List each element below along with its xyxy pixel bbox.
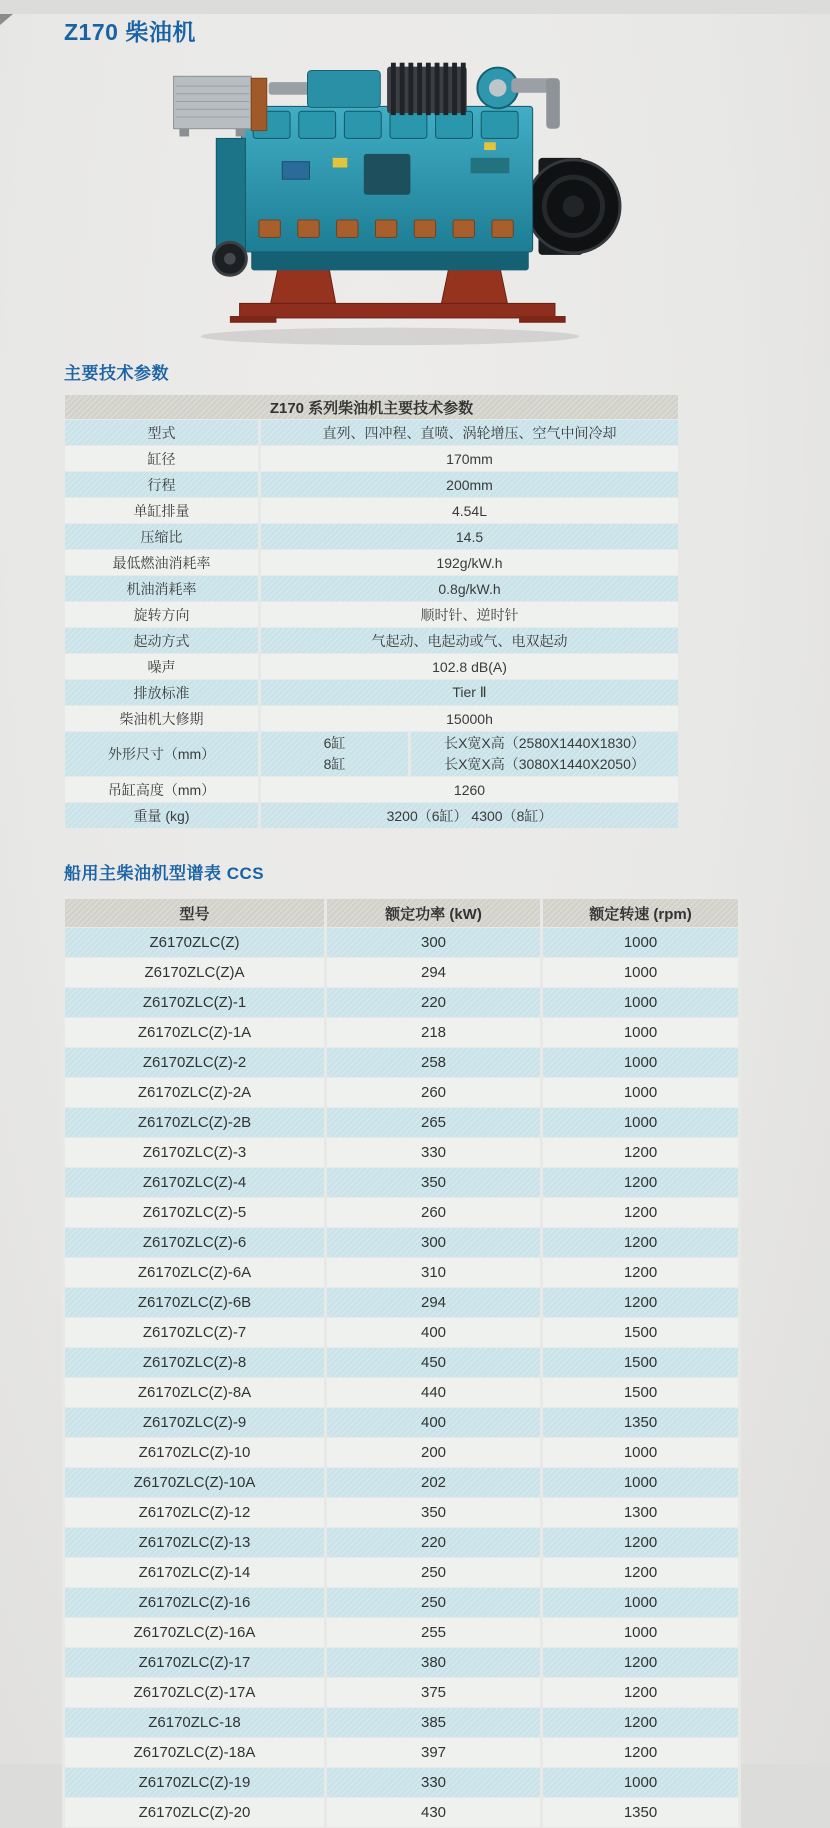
model-row [64, 1498, 740, 1528]
model-name-cell: Z6170ZLC-18 [64, 1708, 326, 1738]
model-row [64, 1408, 740, 1438]
model-row [64, 1678, 740, 1708]
spec-row [64, 628, 680, 654]
model-row [64, 988, 740, 1018]
model-power-cell: 255 [326, 1618, 542, 1648]
model-row [64, 1708, 740, 1738]
model-name-cell: Z6170ZLC(Z)-3 [64, 1138, 326, 1168]
model-power-cell: 258 [326, 1048, 542, 1078]
model-speed-cell: 1000 [542, 1048, 740, 1078]
model-power-cell: 294 [326, 1288, 542, 1318]
spec-value-cell: Tier Ⅱ [260, 680, 680, 706]
model-speed-cell: 1500 [542, 1348, 740, 1378]
spec-label-cell: 旋转方向 [64, 602, 260, 628]
model-name-cell: Z6170ZLC(Z)-17A [64, 1678, 326, 1708]
models-header-row [64, 899, 740, 928]
model-name-cell: Z6170ZLC(Z)-9 [64, 1408, 326, 1438]
spec-label-cell: 吊缸高度（mm） [64, 777, 260, 803]
model-speed-cell: 1350 [542, 1798, 740, 1828]
model-speed-cell: 1000 [542, 1018, 740, 1048]
model-speed-cell: 1000 [542, 958, 740, 988]
model-power-cell: 202 [326, 1468, 542, 1498]
model-row [64, 1798, 740, 1828]
model-speed-cell: 1200 [542, 1138, 740, 1168]
model-speed-cell: 1000 [542, 1468, 740, 1498]
spec-value-cell: 192g/kW.h [260, 550, 680, 576]
spec-row [64, 576, 680, 602]
model-speed-cell: 1200 [542, 1708, 740, 1738]
model-name-cell: Z6170ZLC(Z)-2 [64, 1048, 326, 1078]
engine-illustration [150, 53, 630, 349]
model-name-cell: Z6170ZLC(Z)-2A [64, 1078, 326, 1108]
spec-value-cell: 3200（6缸） 4300（8缸） [260, 803, 680, 829]
model-name-cell: Z6170ZLC(Z)-10 [64, 1438, 326, 1468]
model-power-cell: 400 [326, 1408, 542, 1438]
model-speed-cell: 1000 [542, 1588, 740, 1618]
spec-label-cell: 最低燃油消耗率 [64, 550, 260, 576]
model-name-cell: Z6170ZLC(Z)-19 [64, 1768, 326, 1798]
page-title: Z170 柴油机 [64, 19, 196, 45]
model-row [64, 1018, 740, 1048]
model-speed-cell: 1200 [542, 1258, 740, 1288]
engine-photo [150, 53, 630, 349]
model-power-cell: 450 [326, 1348, 542, 1378]
model-name-cell: Z6170ZLC(Z)-4 [64, 1168, 326, 1198]
model-speed-cell: 1500 [542, 1378, 740, 1408]
model-row [64, 1138, 740, 1168]
model-speed-cell: 1200 [542, 1198, 740, 1228]
spec-value-cell: 14.5 [260, 524, 680, 550]
model-name-cell: Z6170ZLC(Z)-6A [64, 1258, 326, 1288]
spec-label-cell: 排放标准 [64, 680, 260, 706]
model-row [64, 1588, 740, 1618]
catalog-page [0, 14, 830, 1821]
model-speed-cell: 1000 [542, 1768, 740, 1798]
model-speed-cell: 1200 [542, 1528, 740, 1558]
spec-label-cell: 重量 (kg) [64, 803, 260, 829]
spec-value-cell: 102.8 dB(A) [260, 654, 680, 680]
model-speed-cell: 1200 [542, 1558, 740, 1588]
model-name-cell: Z6170ZLC(Z)-2B [64, 1108, 326, 1138]
model-name-cell: Z6170ZLC(Z)-18A [64, 1738, 326, 1768]
spec-value-cell: 顺时针、逆时针 [260, 602, 680, 628]
spec-label-cell: 噪声 [64, 654, 260, 680]
spec-value-cell: 4.54L [260, 498, 680, 524]
model-row [64, 1288, 740, 1318]
specs-heading: 主要技术参数 [64, 364, 169, 383]
model-power-cell: 330 [326, 1138, 542, 1168]
model-row [64, 1738, 740, 1768]
model-speed-cell: 1200 [542, 1738, 740, 1768]
engine-front-pulley [213, 138, 246, 275]
model-name-cell: Z6170ZLC(Z)-16 [64, 1588, 326, 1618]
scan-corner-artifact [0, 14, 13, 25]
specs-table-title-row [64, 395, 680, 420]
spec-row [64, 680, 680, 706]
model-name-cell: Z6170ZLC(Z)-14 [64, 1558, 326, 1588]
model-power-cell: 220 [326, 988, 542, 1018]
model-name-cell: Z6170ZLC(Z)-17 [64, 1648, 326, 1678]
model-speed-cell: 1200 [542, 1288, 740, 1318]
models-column-header-2: 额定转速 (rpm) [542, 899, 740, 928]
model-power-cell: 430 [326, 1798, 542, 1828]
spec-value-cell: 1260 [260, 777, 680, 803]
model-speed-cell: 1000 [542, 1618, 740, 1648]
spec-row [64, 472, 680, 498]
model-row [64, 1168, 740, 1198]
model-row [64, 1648, 740, 1678]
model-power-cell: 400 [326, 1318, 542, 1348]
model-speed-cell: 1200 [542, 1648, 740, 1678]
model-speed-cell: 1000 [542, 928, 740, 958]
models-column-header-0: 型号 [64, 899, 326, 928]
model-name-cell: Z6170ZLC(Z)-1 [64, 988, 326, 1018]
model-power-cell: 310 [326, 1258, 542, 1288]
model-power-cell: 300 [326, 1228, 542, 1258]
spec-value-cell: 直列、四冲程、直喷、涡轮增压、空气中间冷却 [260, 420, 680, 446]
spec-row [64, 420, 680, 446]
spec-row [64, 446, 680, 472]
model-power-cell: 330 [326, 1768, 542, 1798]
model-name-cell: Z6170ZLC(Z)-7 [64, 1318, 326, 1348]
spec-cylinder-cell: 6缸 8缸 [260, 732, 410, 777]
specs-table-title: Z170 系列柴油机主要技术参数 [64, 395, 680, 420]
model-speed-cell: 1200 [542, 1168, 740, 1198]
model-row [64, 928, 740, 958]
model-power-cell: 250 [326, 1558, 542, 1588]
model-power-cell: 250 [326, 1588, 542, 1618]
model-row [64, 1228, 740, 1258]
model-speed-cell: 1000 [542, 1438, 740, 1468]
model-row [64, 1468, 740, 1498]
models-table [62, 898, 741, 1828]
spec-label-cell: 缸径 [64, 446, 260, 472]
spec-label-cell: 机油消耗率 [64, 576, 260, 602]
model-power-cell: 220 [326, 1528, 542, 1558]
spec-row [64, 777, 680, 803]
spec-label-cell: 压缩比 [64, 524, 260, 550]
model-power-cell: 200 [326, 1438, 542, 1468]
model-name-cell: Z6170ZLC(Z) [64, 928, 326, 958]
spec-row [64, 803, 680, 829]
model-row [64, 1438, 740, 1468]
models-heading: 船用主柴油机型谱表 CCS [64, 864, 265, 883]
model-name-cell: Z6170ZLC(Z)-5 [64, 1198, 326, 1228]
spec-label-cell: 柴油机大修期 [64, 706, 260, 732]
spec-value-cell: 170mm [260, 446, 680, 472]
spec-value-cell: 15000h [260, 706, 680, 732]
model-row [64, 1258, 740, 1288]
spec-label-cell: 型式 [64, 420, 260, 446]
model-row [64, 1558, 740, 1588]
model-speed-cell: 1300 [542, 1498, 740, 1528]
model-row [64, 1768, 740, 1798]
model-speed-cell: 1000 [542, 988, 740, 1018]
engine-shadow [201, 328, 579, 345]
engine-intercooler-box [174, 76, 267, 136]
models-column-header-1: 额定功率 (kW) [326, 899, 542, 928]
model-power-cell: 265 [326, 1108, 542, 1138]
engine-flywheel [527, 158, 620, 255]
model-name-cell: Z6170ZLC(Z)-20 [64, 1798, 326, 1828]
spec-row [64, 602, 680, 628]
spec-value-cell: 200mm [260, 472, 680, 498]
model-row [64, 1618, 740, 1648]
model-row [64, 1348, 740, 1378]
model-name-cell: Z6170ZLC(Z)-8A [64, 1378, 326, 1408]
model-row [64, 1318, 740, 1348]
model-name-cell: Z6170ZLC(Z)-6 [64, 1228, 326, 1258]
model-speed-cell: 1200 [542, 1678, 740, 1708]
model-power-cell: 440 [326, 1378, 542, 1408]
model-name-cell: Z6170ZLC(Z)-13 [64, 1528, 326, 1558]
model-speed-cell: 1000 [542, 1078, 740, 1108]
spec-label-cell: 外形尺寸（mm） [64, 732, 260, 777]
model-speed-cell: 1500 [542, 1318, 740, 1348]
model-power-cell: 260 [326, 1078, 542, 1108]
model-name-cell: Z6170ZLC(Z)-1A [64, 1018, 326, 1048]
model-power-cell: 218 [326, 1018, 542, 1048]
model-speed-cell: 1350 [542, 1408, 740, 1438]
engine-block [242, 106, 533, 270]
spec-value-cell: 气起动、电起动或气、电双起动 [260, 628, 680, 654]
model-row [64, 958, 740, 988]
spec-row [64, 498, 680, 524]
spec-row [64, 524, 680, 550]
model-name-cell: Z6170ZLC(Z)-10A [64, 1468, 326, 1498]
model-row [64, 1048, 740, 1078]
model-power-cell: 375 [326, 1678, 542, 1708]
model-power-cell: 385 [326, 1708, 542, 1738]
model-power-cell: 294 [326, 958, 542, 988]
spec-value-cell: 0.8g/kW.h [260, 576, 680, 602]
model-power-cell: 397 [326, 1738, 542, 1768]
model-power-cell: 260 [326, 1198, 542, 1228]
model-row [64, 1108, 740, 1138]
specs-table [62, 394, 681, 829]
model-name-cell: Z6170ZLC(Z)-16A [64, 1618, 326, 1648]
model-name-cell: Z6170ZLC(Z)A [64, 958, 326, 988]
model-power-cell: 300 [326, 928, 542, 958]
model-row [64, 1378, 740, 1408]
model-power-cell: 350 [326, 1168, 542, 1198]
model-name-cell: Z6170ZLC(Z)-8 [64, 1348, 326, 1378]
model-speed-cell: 1200 [542, 1228, 740, 1258]
spec-label-cell: 起动方式 [64, 628, 260, 654]
spec-row [64, 654, 680, 680]
model-row [64, 1198, 740, 1228]
model-power-cell: 380 [326, 1648, 542, 1678]
model-row [64, 1528, 740, 1558]
spec-label-cell: 单缸排量 [64, 498, 260, 524]
model-speed-cell: 1000 [542, 1108, 740, 1138]
spec-dims-cell: 长X宽X高（2580X1440X1830） 长X宽X高（3080X1440X2050） [410, 732, 680, 777]
spec-row [64, 706, 680, 732]
model-name-cell: Z6170ZLC(Z)-6B [64, 1288, 326, 1318]
model-name-cell: Z6170ZLC(Z)-12 [64, 1498, 326, 1528]
spec-label-cell: 行程 [64, 472, 260, 498]
spec-row [64, 550, 680, 576]
model-power-cell: 350 [326, 1498, 542, 1528]
spec-row [64, 732, 680, 777]
model-row [64, 1078, 740, 1108]
